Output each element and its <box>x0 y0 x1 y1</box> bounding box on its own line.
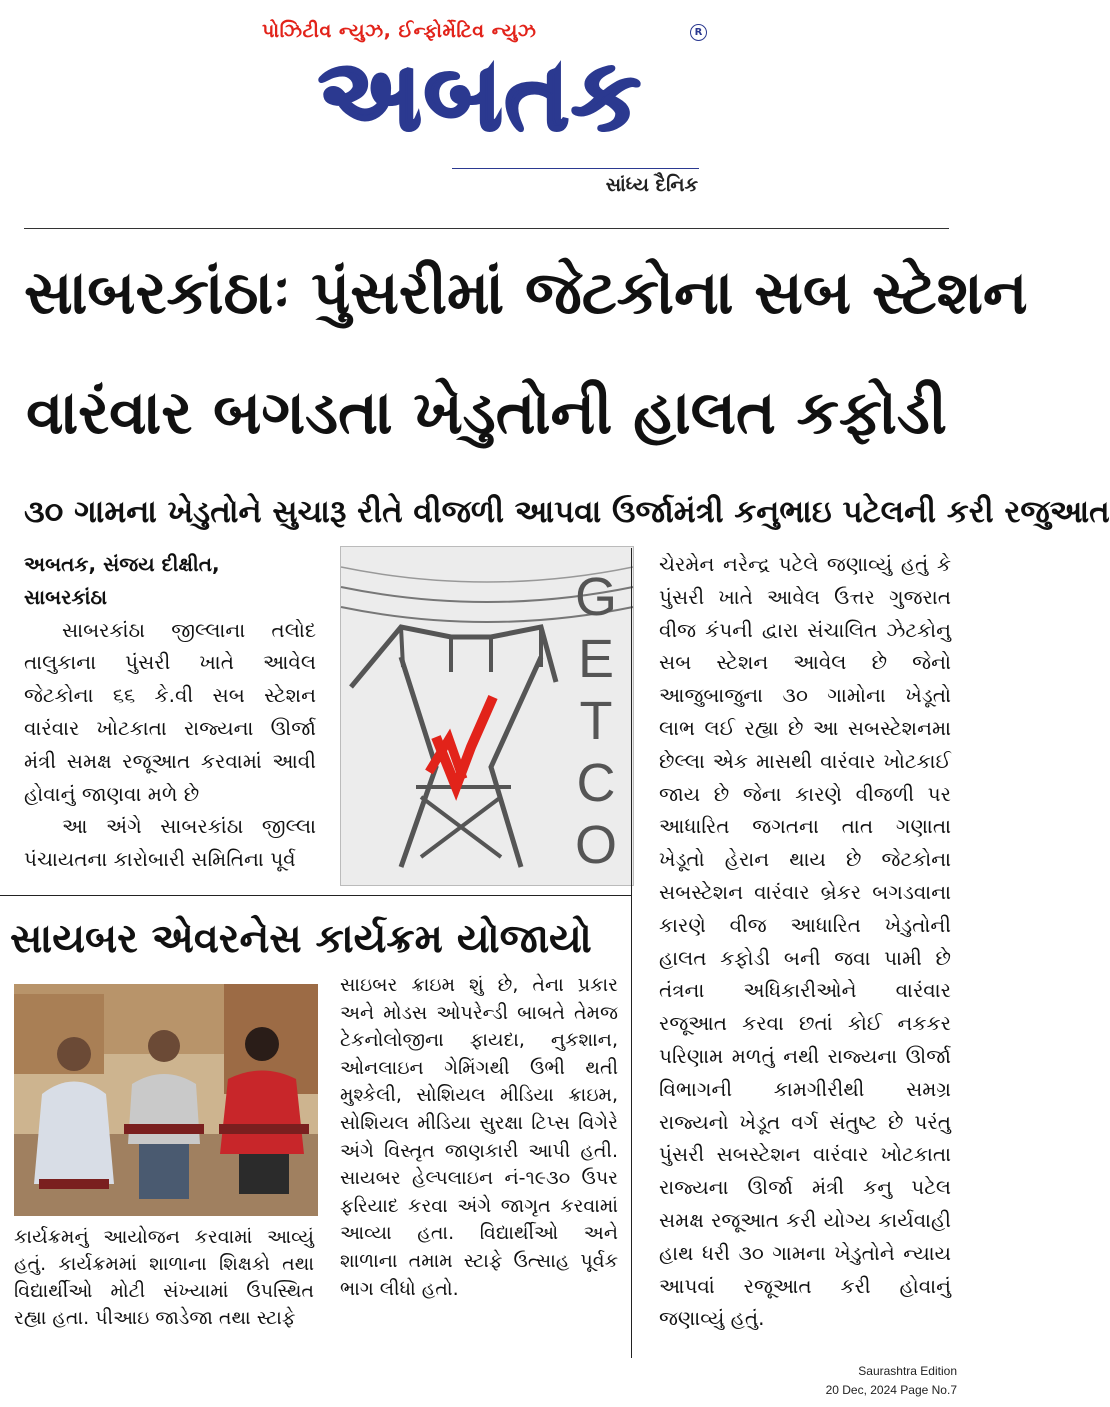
main-story-right-column <box>659 548 951 1358</box>
main-story-paragraph-1: સાબરકાંઠા જીલ્લાના તલોદ તાલુકાના પુંસરી ખાતે આવેલ જેટકોના ૬૬ કે.વી સબ સ્ટેશન વારંવાર ખોટકાતા રાજ્યના ઊર્જા મંત્રી સમક્ષ રજૂઆત કરવામાં આવી હોવાનું જાણવા મળે છે <box>24 617 316 806</box>
edition-info <box>760 1362 957 1400</box>
main-story-paragraph-3: ચેરમેન નરેન્દ્ર પટેલે જણાવ્યું હતું કે પુંસરી ખાતે આવેલ ઉત્તર ગુજરાત વીજ કંપની દ્વારા સંચાલિત ઝેટકોનુ સબ સ્ટેશન આવેલ છે જેનો આજુબાજુના ૩૦ ગામોના ખેડૂતો લાભ લઈ રહ્યા છે આ સબસ્ટેશનમા છેલ્લા એક માસથી વારંવાર ખોટકાઈ જાય છે જેના કારણે વીજળી પર આધારિત જગતના તાત ગણાતા ખેડૂતો હેરાન થાય છે જેટકોના સબસ્ટેશન વારંવાર બ્રેકર બગડવાના કારણે વીજ આધારિત ખેડુતોની હાલત કફોડી બની જવા પામી છે તંત્રના અધિકારીઓને વારંવાર રજૂઆત કરવા છતાં કોઈ નકકર પરિણામ મળતું નથી રાજ્યના ઊર્જા વિભાગની કામગીરીથી સમગ્ર રાજ્યનો ખેડૂત વર્ગ સંતુષ્ટ છે પરંતુ પુંસરી સબસ્ટેશન વારંવાર ખોટકાતા રાજ્યના ઊર્જા મંત્રી કનુ પટેલ સમક્ષ રજૂઆત કરી યોગ્ય કાર્યવાહી હાથ ધરી ૩૦ ગામના ખેડુતોને ન્યાય આપવાં રજૂઆત કરી હોવાનું જણાવ્યું હતું. <box>659 552 951 1331</box>
cyber-story-headline: સાયબર એવરનેસ કાર્યક્રમ યોજાયો <box>10 916 592 962</box>
byline-place: સાબરકાંઠા <box>24 584 108 609</box>
getco-letter-c: C <box>576 753 616 813</box>
newspaper-logo: અબતક <box>318 39 643 153</box>
byline-reporter: અબતક, સંજય દીક્ષીત, <box>24 552 220 576</box>
cyber-story-top-rule <box>0 895 631 896</box>
logo-rule <box>452 168 699 169</box>
getco-letter-t: T <box>579 691 613 751</box>
getco-letter-o: O <box>574 815 617 875</box>
main-story-left-column <box>24 548 316 888</box>
main-headline-line-1: સાબરકાંઠાઃ પુંસરીમાં જેટકોના સબ સ્ટેશન <box>24 258 1028 328</box>
event-photo <box>14 984 318 1216</box>
column-divider <box>631 548 632 1358</box>
main-story-paragraph-2: આ અંગે સાબરકાંઠા જીલ્લા પંચાયતના કારોબારી સમિતિના પૂર્વ <box>24 814 316 872</box>
masthead-divider <box>24 228 949 229</box>
masthead-subtitle: સાંધ્ય દૈનિક <box>605 174 698 196</box>
cyber-story-paragraph-2: સાઇબર ક્રાઇમ શું છે, તેના પ્રકાર અને મોડસ ઓપરેન્ડી બાબતે તેમજ ટેકનોલોજીના ફાયદા, નુકશાન, ઓનલાઇન ગેમિંગથી ઉભી થતી મુશ્કેલી, સોશિયલ મીડિયા ક્રાઇમ, સોશિયલ મીડિયા સુરક્ષા ટિપ્સ વિગેરે અંગે વિસ્તૃત જાણકારી આપી હતી. સાયબર હેલ્પલાઇન નં-૧૯૩૦ ઉપર ફરિયાદ કરવા અંગે જાગૃત કરવામાં આવ્યા હતા. વિદ્યાર્થીઓ અને શાળાના તમામ સ્ટાફે ઉત્સાહ પૂર્વક ભાગ લીધો હતો. <box>340 974 618 1300</box>
event-photo-icon <box>14 984 318 1216</box>
cyber-story-caption-column <box>14 1224 314 1344</box>
edition-date-page: 20 Dec, 2024 Page No.7 <box>825 1383 957 1397</box>
getco-letter-g: G <box>574 567 617 627</box>
tagline: પોઝિટીવ ન્યુઝ, ઈન્ફોર્મેટિવ ન્યુઝ <box>262 20 537 42</box>
cyber-story-body-column <box>340 972 618 1342</box>
cyber-story-paragraph-1: કાર્યક્રમનું આયોજન કરવામાં આવ્યું હતું. કાર્યક્રમમાં શાળાના શિક્ષકો તથા વિદ્યાર્થીઓ મોટી સંખ્યામાં ઉપસ્થિત રહ્યા હતા. પીઆઇ જાડેજા તથા સ્ટાફે <box>14 1226 314 1329</box>
byline <box>24 548 316 614</box>
main-headline-line-2: વારંવાર બગડતા ખેડુતોની હાલત કફોડી <box>26 378 947 448</box>
edition-name: Saurashtra Edition <box>858 1364 957 1378</box>
masthead <box>0 0 967 225</box>
registered-mark-icon: R <box>690 24 707 41</box>
getco-logo-image <box>340 546 634 886</box>
getco-letter-e: E <box>577 629 615 689</box>
main-subheadline: ૩૦ ગામના ખેડુતોને સુચારૂ રીતે વીજળી આપવા ઉર્જામંત્રી કનુભાઇ પટેલની કરી રજુઆત <box>24 494 1110 530</box>
